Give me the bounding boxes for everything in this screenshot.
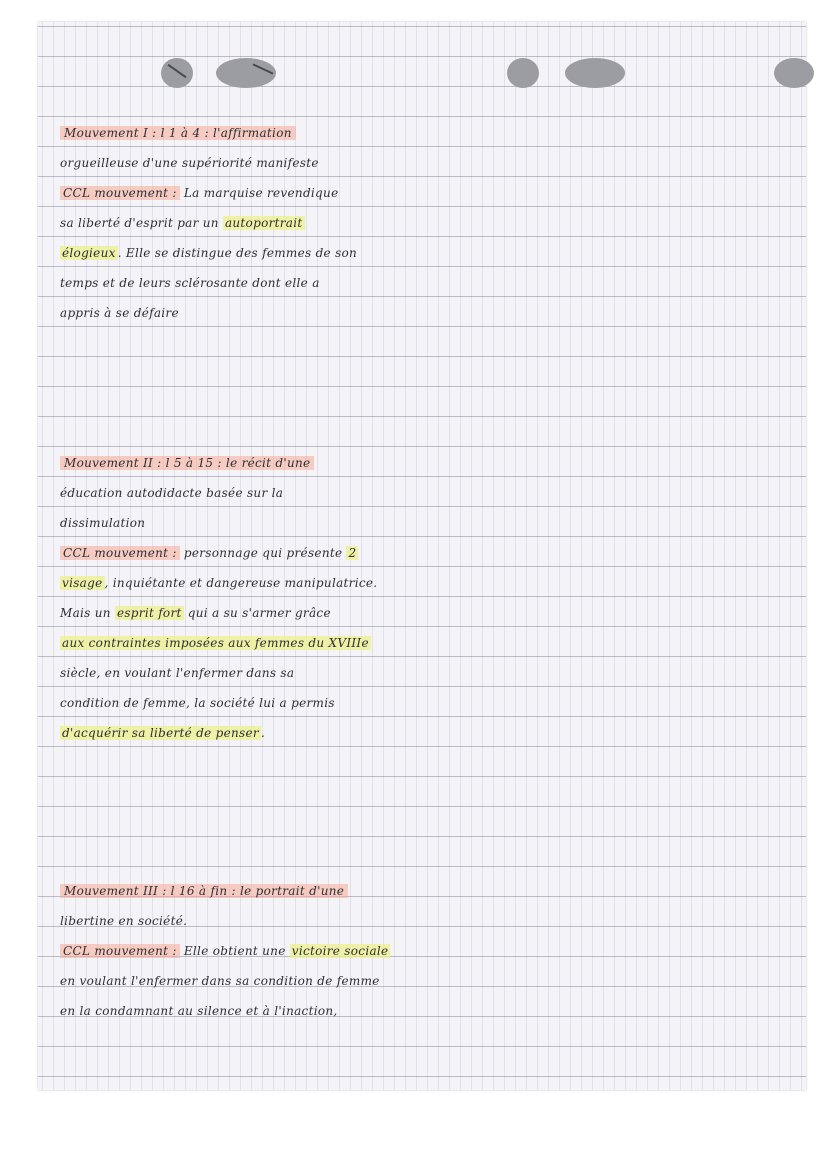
binder-hole [565,58,625,88]
note-line: condition de femme, la société lui a permis [60,696,335,710]
ccl-label: CCL mouvement : [60,944,180,958]
note-line: visage , inquiétante et dangereuse manipulatrice. [62,576,378,590]
note-line: en voulant l'enfermer dans sa condition de femme [60,974,380,988]
keyword-highlight: victoire sociale [291,944,389,958]
movement-1-heading-line [60,118,800,148]
note-line: appris à se défaire [60,306,179,320]
keyword-highlight: d'acquérir sa liberté de penser [62,726,259,740]
note-line [60,628,800,658]
keyword-highlight: autoportrait [224,216,303,230]
movement-2-section [60,448,800,748]
movement-2-heading: Mouvement II : l 5 à 15 : le récit d'une [60,456,314,470]
movement-2-ccl-line: CCL mouvement : personnage qui présente 2 [60,538,800,568]
keyword-highlight: esprit fort [116,606,182,620]
movement-1-ccl-line: CCL mouvement : La marquise revendique [60,178,800,208]
movement-1-section [60,118,800,328]
note-line: Mais un esprit fort qui a su s'armer grâce [60,606,331,620]
note-line: siècle, en voulant l'enfermer dans sa [60,666,295,680]
movement-3-heading: Mouvement III : l 16 à fin : le portrait d'une [60,884,348,898]
ccl-label: CCL mouvement : [60,186,180,200]
note-line: élogieux . Elle se distingue des femmes de son [62,246,358,260]
movement-3-section [60,876,800,1026]
keyword-highlight: élogieux [62,246,116,260]
ccl-label: CCL mouvement : [60,546,180,560]
note-line: sa liberté d'esprit par un autoportrait [60,216,303,230]
keyword-highlight: 2 [348,546,357,560]
movement-1-heading-cont: orgueilleuse d'une supériorité manifeste [60,156,319,170]
movement-3-heading-line [60,876,800,906]
notebook-page [38,22,806,1090]
movement-2-heading-cont: éducation autodidacte basée sur la [60,486,284,500]
binder-hole [774,58,814,88]
note-line: temps et de leurs sclérosante dont elle a [60,276,320,290]
binder-hole [507,58,539,88]
movement-2-heading-line [60,448,800,478]
movement-2-heading-cont2: dissimulation [60,516,146,530]
movement-1-heading: Mouvement I : l 1 à 4 : l'affirmation [60,126,296,140]
movement-3-ccl-line: CCL mouvement : Elle obtient une victoire sociale [60,936,800,966]
keyword-highlight: aux contraintes imposées aux femmes du XVIIIe [62,636,369,650]
binder-hole [161,58,193,88]
note-line: d'acquérir sa liberté de penser . [62,726,266,740]
binder-hole [216,58,276,88]
note-line: en la condamnant au silence et à l'inaction, [60,1004,338,1018]
movement-3-heading-cont: libertine en société. [60,914,188,928]
keyword-highlight: visage [62,576,103,590]
